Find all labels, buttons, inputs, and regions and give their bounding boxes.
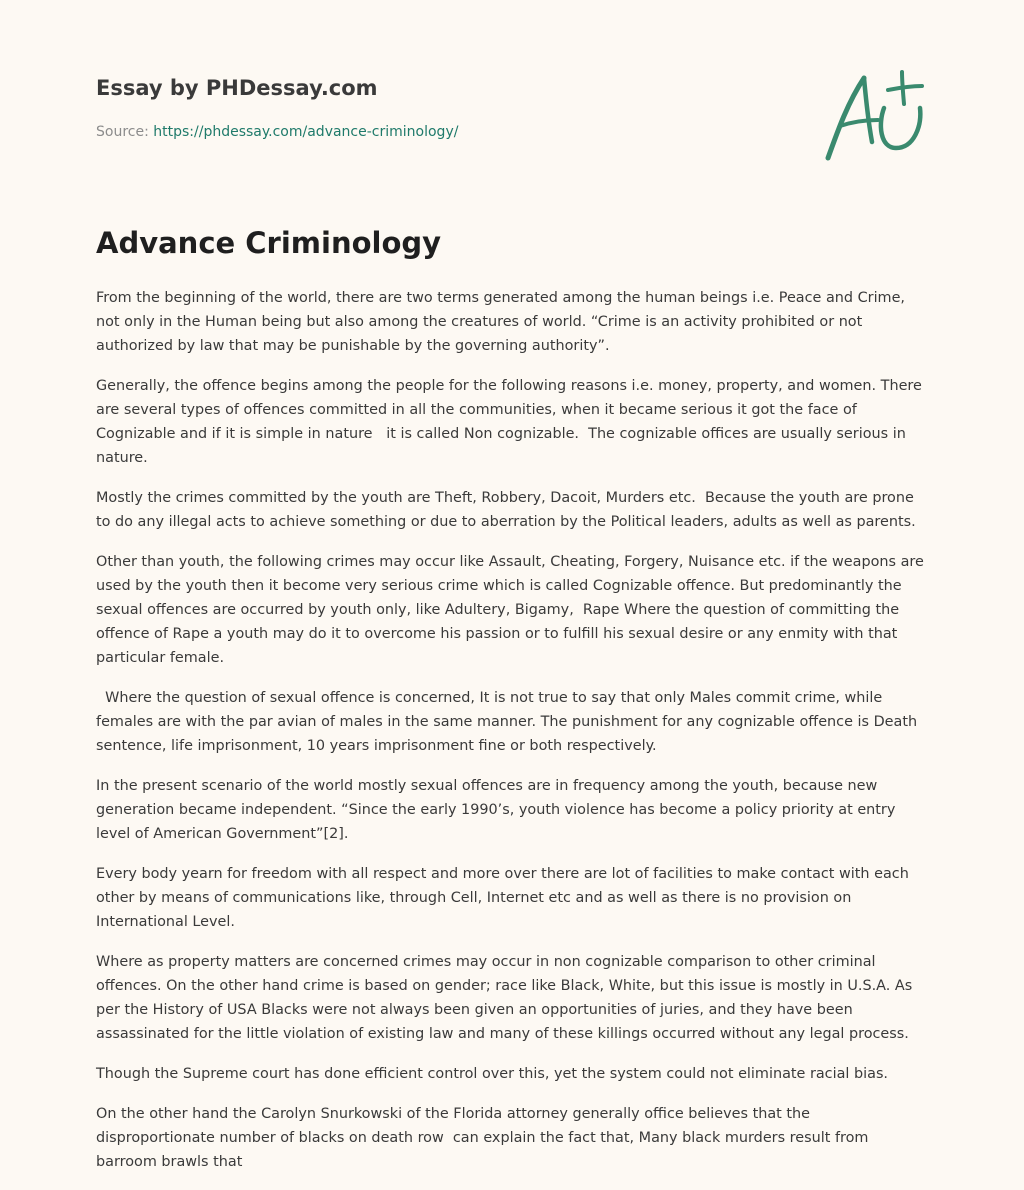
essay-paragraph: On the other hand the Carolyn Snurkowski of the Florida attorney generally office believes that the disproportionate number of blacks on death row can explain the fact that, Many black murders result from barroom brawls that [96, 1106, 874, 1170]
essay-paragraph: Where the question of sexual offence is concerned, It is not true to say that only Males commit crime, while females are with the par avian of males in the same manner. The punishment for any cognizable offence is Death sentence, life imprisonment, 10 years imprisonment fine or both respectively. [96, 690, 922, 754]
essay-paragraph: Other than youth, the following crimes may occur like Assault, Cheating, Forgery, Nuisance etc. if the weapons are used by the youth then it become very serious crime which is called Cognizable offence. But predominantly the sexual offences are occurred by youth only, like Adultery, Bigamy, Rape Where the question of committing the offence of Rape a youth may do it to overcome his passion or to fulfill his sexual desire or any enmity with that particular female. [96, 554, 929, 666]
essay-paragraph: Where as property matters are concerned crimes may occur in non cognizable comparison to other criminal offences. On the other hand crime is based on gender; race like Black, White, but this issue is mostly in U.S.A. As per the History of USA Blacks were not always been given an opportunities of juries, and they have been assassinated for the little violation of existing law and many of these killings occurred without any legal process. [96, 954, 917, 1042]
source-label: Source: [96, 124, 154, 140]
a-plus-logo-icon [824, 68, 928, 164]
essay-paragraph: Every body yearn for freedom with all respect and more over there are lot of facilities to make contact with each other by means of communications like, through Cell, Internet etc and as well as there is no provision on International Level. [96, 866, 914, 930]
source-link[interactable]: https://phdessay.com/advance-criminology/ [153, 124, 459, 140]
essay-paragraph: Mostly the crimes committed by the youth are Theft, Robbery, Dacoit, Murders etc. Because the youth are prone to do any illegal acts to achieve something or due to aberration by the Political leaders, adults as well as parents. [96, 490, 919, 530]
essay-paragraph: From the beginning of the world, there are two terms generated among the human beings i.e. Peace and Crime, not only in the Human being but also among the creatures of world. “Crime is an activity prohibited or not authorized by law that may be punishable by the governing authority”. [96, 290, 910, 354]
essay-body [96, 286, 928, 1190]
site-title: Essay by PHDessay.com [96, 76, 378, 100]
essay-title: Advance Criminology [96, 226, 442, 260]
essay-paragraph: In the present scenario of the world mostly sexual offences are in frequency among the youth, because new generation became independent. “Since the early 1990’s, youth violence has become a policy priority at entry level of American Government”[2]. [96, 778, 900, 842]
essay-paragraph: Generally, the offence begins among the people for the following reasons i.e. money, property, and women. There are several types of offences committed in all the communities, when it became serious it got the face of Cognizable and if it is simple in nature it is called Non cognizable. The cognizable offices are usually serious in nature. [96, 378, 927, 466]
essay-paragraph: Though the Supreme court has done efficient control over this, yet the system could not eliminate racial bias. [96, 1066, 889, 1082]
source-line [96, 124, 458, 140]
